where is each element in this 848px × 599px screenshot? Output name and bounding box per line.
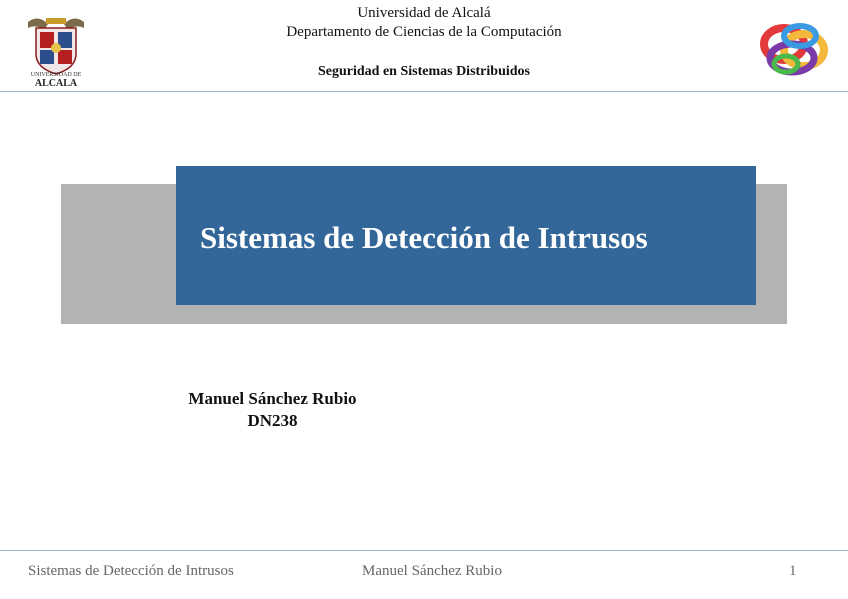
page-number: 1 [789,563,797,579]
header-university: Universidad de Alcalá [357,5,491,21]
header-department: Departamento de Ciencias de la Computación [286,24,562,40]
svg-text:ALCALA: ALCALA [34,78,78,88]
footer-divider [0,550,848,551]
footer-author: Manuel Sánchez Rubio [362,563,502,579]
header-course-title: Seguridad en Sistemas Distribuidos [318,64,530,79]
header-divider [0,91,848,92]
slide-title: Sistemas de Detección de Intrusos [200,220,648,255]
department-knot-logo-icon [756,14,834,84]
title-panel [176,166,756,305]
author-id: DN238 [247,411,298,430]
university-crest-icon [20,12,92,88]
footer-title: Sistemas de Detección de Intrusos [28,563,234,579]
author-name: Manuel Sánchez Rubio [188,389,357,408]
svg-text:UNIVERSIDAD DE: UNIVERSIDAD DE [30,72,82,78]
